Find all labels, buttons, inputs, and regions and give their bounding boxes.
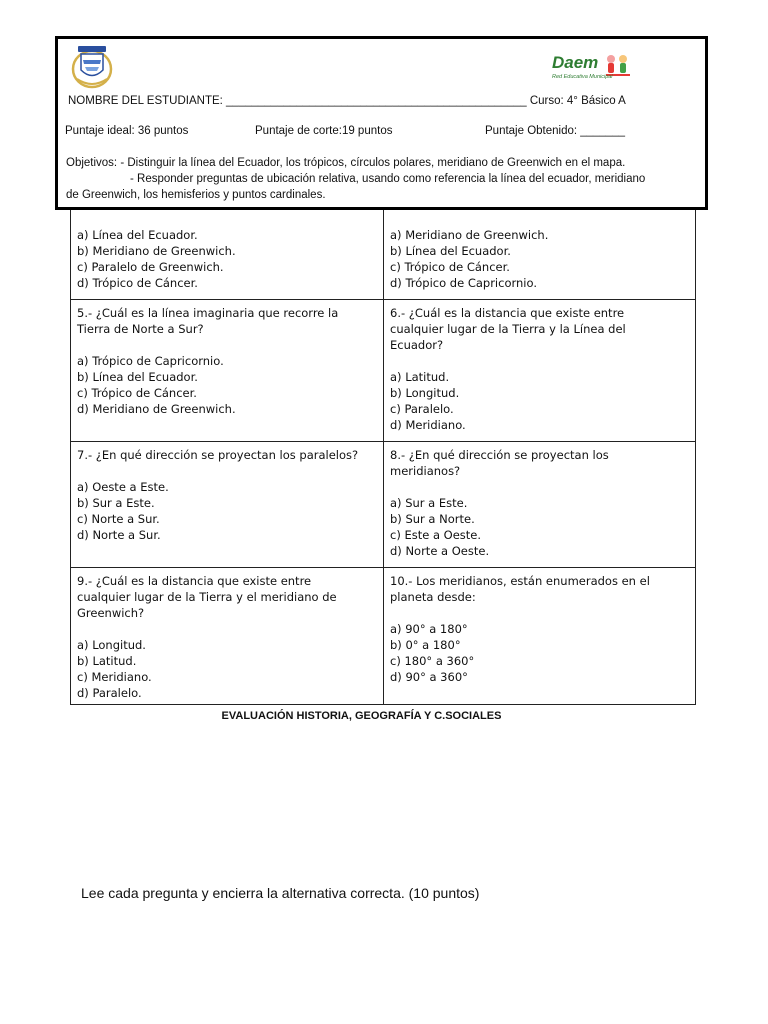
answer-option[interactable]: d) 90° a 360° [390,670,468,684]
answer-option[interactable]: a) Trópico de Capricornio. [77,354,224,368]
answer-option[interactable]: b) Sur a Norte. [390,512,475,526]
question-cell [384,197,696,300]
question-cell [384,568,696,705]
answer-option[interactable]: a) Latitud. [390,370,450,384]
answer-option[interactable]: a) Longitud. [77,638,146,652]
question-prompt: 5.- ¿Cuál es la línea imaginaria que recorre la Tierra de Norte a Sur? [77,306,339,336]
question-cell [71,300,384,442]
answer-option[interactable]: d) Trópico de Cáncer. [77,276,198,290]
student-name-line[interactable]: NOMBRE DEL ESTUDIANTE: _______________________________________________ Curso: 4° Básico A [68,95,626,107]
objectives-line-2: - Responder preguntas de ubicación relativa, usando como referencia la línea del ecuador, meridiano [130,173,646,185]
answer-option[interactable]: c) Trópico de Cáncer. [77,386,197,400]
answer-option[interactable]: c) Trópico de Cáncer. [390,260,510,274]
ideal-score: Puntaje ideal: 36 puntos [65,125,189,137]
objectives-line-3: de Greenwich, los hemisferios y puntos cardinales. [66,189,326,201]
answer-option[interactable]: a) 90° a 180° [390,622,468,636]
answer-option[interactable]: d) Trópico de Capricornio. [390,276,537,290]
answer-option[interactable]: d) Meridiano de Greenwich. [77,402,236,416]
answer-option[interactable]: c) Meridiano. [77,670,152,684]
answer-option[interactable]: a) Meridiano de Greenwich. [390,228,549,242]
table-row [71,442,696,568]
daem-logo-text: Daem [552,53,599,72]
question-prompt: 9.- ¿Cuál es la distancia que existe entre cualquier lugar de la Tierra y el meridiano de Greenwich? [77,574,337,620]
answer-option[interactable]: d) Paralelo. [77,686,142,700]
question-prompt: 10.- Los meridianos, están enumerados en el planeta desde: [390,574,650,604]
answer-option[interactable]: d) Meridiano. [390,418,466,432]
answer-option[interactable]: b) 0° a 180° [390,638,461,652]
answer-option[interactable]: b) Línea del Ecuador. [390,244,511,258]
answer-option[interactable]: c) Este a Oeste. [390,528,482,542]
question-cell [71,568,384,705]
answer-option[interactable]: c) Paralelo de Greenwich. [77,260,224,274]
objectives-line-1: Objetivos: - Distinguir la línea del Ecuador, los trópicos, círculos polares, meridiano de Greenwich en el mapa. [66,157,626,169]
answer-option[interactable]: a) Línea del Ecuador. [77,228,198,242]
answer-option[interactable]: b) Meridiano de Greenwich. [77,244,236,258]
instruction-text: Lee cada pregunta y encierra la alternativa correcta. (10 puntos) [81,885,480,901]
answer-option[interactable]: c) Paralelo. [390,402,454,416]
cutoff-score: Puntaje de corte:19 puntos [255,125,393,137]
table-row [71,568,696,705]
answer-option[interactable]: b) Línea del Ecuador. [77,370,198,384]
question-cell [384,300,696,442]
question-cell [384,442,696,568]
exam-header [55,36,708,210]
answer-option[interactable]: b) Latitud. [77,654,137,668]
table-row [71,300,696,442]
answer-option[interactable]: a) Oeste a Este. [77,480,169,494]
quiz-table [70,196,696,705]
daem-logo [552,53,638,85]
answer-option[interactable]: b) Sur a Este. [77,496,155,510]
question-cell [71,197,384,300]
answer-option[interactable]: d) Norte a Oeste. [390,544,490,558]
answer-option[interactable]: c) Norte a Sur. [77,512,160,526]
answer-option[interactable]: c) 180° a 360° [390,654,475,668]
question-prompt: 7.- ¿En qué dirección se proyectan los paralelos? [77,448,359,462]
answer-option[interactable]: b) Longitud. [390,386,460,400]
school-crest-icon [70,43,114,89]
question-prompt: 6.- ¿Cuál es la distancia que existe entre cualquier lugar de la Tierra y la Línea del Ecuador? [390,306,626,352]
obtained-score[interactable]: Puntaje Obtenido: _______ [485,125,626,137]
question-cell [71,442,384,568]
question-prompt: 8.- ¿En qué dirección se proyectan los meridianos? [390,448,609,478]
evaluation-title: EVALUACIÓN HISTORIA, GEOGRAFÍA Y C.SOCIALES [221,710,502,722]
answer-option[interactable]: a) Sur a Este. [390,496,468,510]
daem-logo-subtext: Red Educativa Municipal [552,74,613,80]
table-row [71,197,696,300]
answer-option[interactable]: d) Norte a Sur. [77,528,161,542]
